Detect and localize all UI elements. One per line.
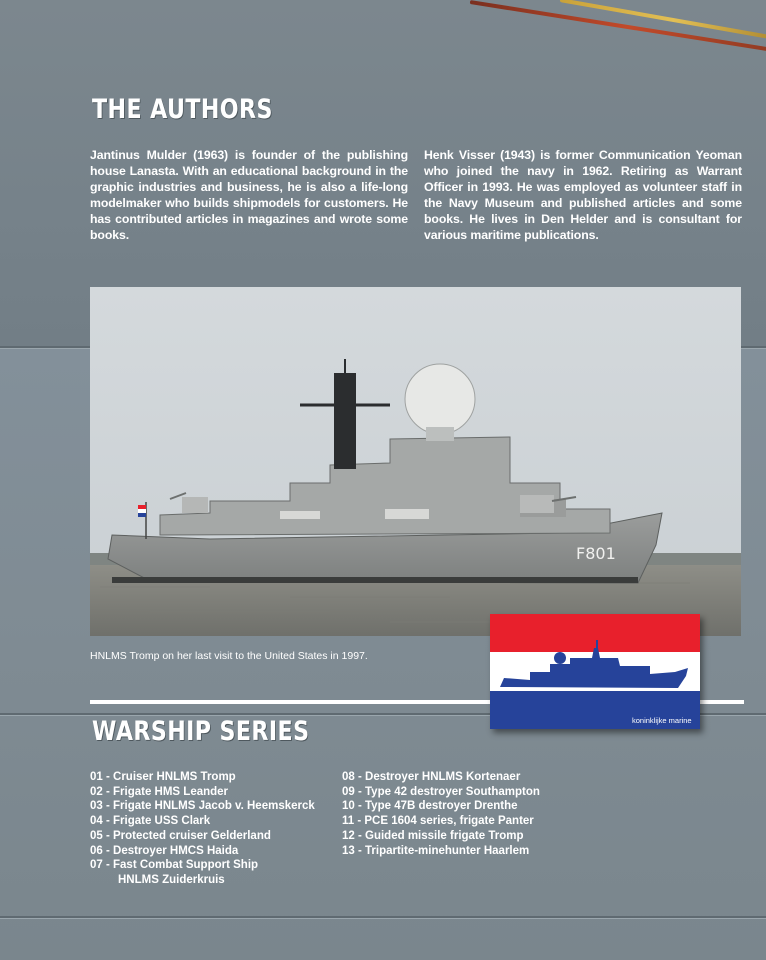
flag-label: koninklijke marine <box>632 716 692 725</box>
list-item-continuation: HNLMS Zuiderkruis <box>118 873 225 886</box>
author-bio-visser: Henk Visser (1943) is former Communication Yeoman who joined the navy in 1962. Retiring as Warrant Officer in 1993. He was employed as volunteer staff in the Navy Museum and published articles and some books. He lives in Den Helder and is consultant for various maritime publications. <box>424 148 742 242</box>
photo-caption: HNLMS Tromp on her last visit to the United States in 1997. <box>90 650 368 662</box>
author-bio-mulder: Jantinus Mulder (1963) is founder of the publishing house Lanasta. With an educational background in the graphic industries and business, he is also a life-long modelmaker who builds shipmodels for customers. He has contributed articles in magazines and wrote some books. <box>90 148 408 242</box>
list-item: 09 - Type 42 destroyer Southampton <box>342 785 540 798</box>
ship-photo <box>90 287 741 636</box>
list-item: 02 - Frigate HMS Leander <box>90 785 229 798</box>
list-item: 05 - Protected cruiser Gelderland <box>90 829 271 842</box>
hull-number: F801 <box>576 544 616 563</box>
dutch-flag-badge <box>490 614 700 729</box>
ship-silhouette-icon <box>490 614 700 729</box>
list-item: 06 - Destroyer HMCS Haida <box>90 844 239 857</box>
list-item: 04 - Frigate USS Clark <box>90 815 211 828</box>
list-item: 03 - Frigate HNLMS Jacob v. Heemskerck <box>90 800 315 813</box>
series-title: WARSHIP SERIES <box>92 716 310 747</box>
list-item: 10 - Type 47B destroyer Drenthe <box>342 800 518 813</box>
plate-seam <box>0 916 766 918</box>
list-item: 11 - PCE 1604 series, frigate Panter <box>342 815 534 828</box>
list-item: 13 - Tripartite-minehunter Haarlem <box>342 844 530 857</box>
list-item-group <box>90 858 315 887</box>
list-item: 01 - Cruiser HNLMS Tromp <box>90 771 236 783</box>
series-list-left <box>90 770 315 888</box>
series-list-right <box>342 770 540 858</box>
authors-title: THE AUTHORS <box>92 94 273 125</box>
list-item: 12 - Guided missile frigate Tromp <box>342 829 524 842</box>
list-item: 07 - Fast Combat Support Ship <box>90 859 259 872</box>
list-item: 08 - Destroyer HNLMS Kortenaer <box>342 771 521 783</box>
